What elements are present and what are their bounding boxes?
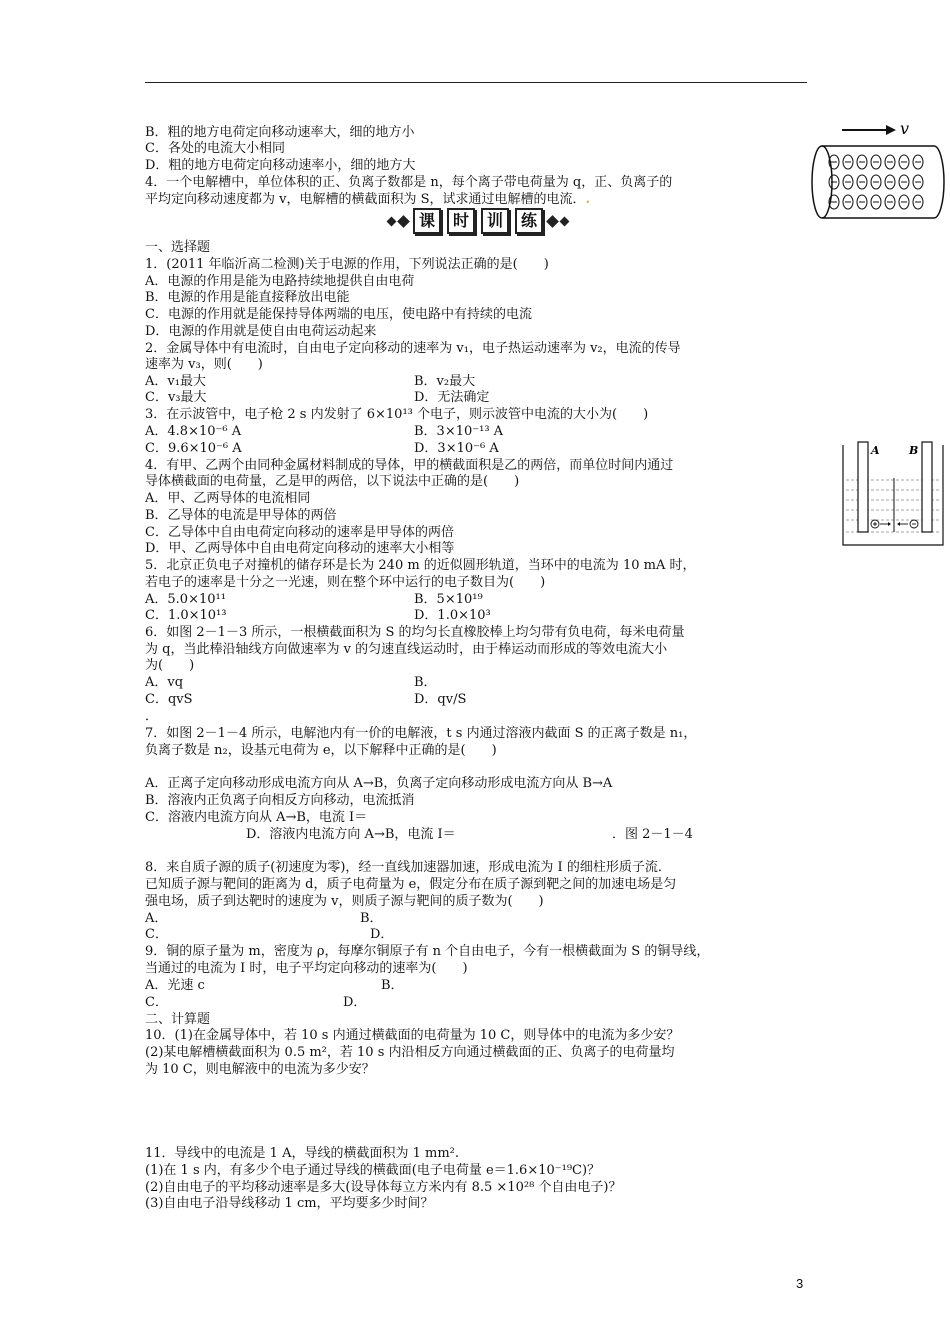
banner-char: 时: [447, 208, 475, 234]
problem-11-part2: (2)自由电子的平均移动速率是多大(设导体每立方米内有 8.5 ×10²⁸ 个自由电子)？: [145, 1180, 622, 1195]
problem-7-c: C．溶液内电流方向从 A→B，电流 I＝: [145, 810, 368, 825]
header-rule: [145, 82, 807, 83]
problem-4-d: D．甲、乙两导体中自由电荷定向移动的速率大小相等: [145, 541, 455, 556]
problem-11-part1: (1)在 1 s 内，有多少个电子通过导线的横截面(电子电荷量 e＝1.6×10⁻¹⁹C)？: [145, 1163, 601, 1178]
option-right: B．v₂最大: [414, 374, 476, 389]
problem-7-line1: 7．如图 2－1－4 所示，电解池内有一价的电解液，t s 内通过溶液内截面 S 的正离子数是 n₁，: [145, 726, 697, 741]
problem-7-d: D．溶液内电流方向 A→B，电流 I＝: [246, 827, 456, 842]
problem-8-line2: 已知质子源与靶间的距离为 d，质子电荷量为 e，假定分布在质子源到靶之间的加速电场是匀: [145, 877, 677, 892]
option-left: A．5.0×10¹¹: [145, 592, 226, 607]
problem-11-line1: 11．导线中的电流是 1 A，导线的横截面积为 1 mm².: [145, 1146, 459, 1161]
problem-1-c: C．电源的作用就是能保持导体两端的电压，使电路中有持续的电流: [145, 307, 532, 322]
option-right: D．1.0×10³: [414, 608, 491, 623]
problem-10-line3: 为 10 C，则电解液中的电流为多少安？: [145, 1062, 375, 1077]
section-calc: 二、计算题: [145, 1012, 211, 1027]
stray-dot: ．: [145, 709, 159, 724]
problem-10-line1: 10．(1)在金属导体中，若 10 s 内通过横截面的电荷量为 10 C，则导体中的电流为多少安？: [145, 1028, 680, 1043]
problem-4-a: A．甲、乙两导体的电流相同: [145, 491, 311, 506]
option-left: C．qvS: [145, 692, 193, 707]
problem-4-line1: 4．有甲、乙两个由同种金属材料制成的导体，甲的横截面积是乙的两倍，而单位时间内通过: [145, 458, 674, 473]
problem-7-b: B．溶液内正负离子向相反方向移动，电流抵消: [145, 793, 415, 808]
problem-5-line2: 若电子的速率是十分之一光速，则在整个环中运行的电子数目为( ): [145, 575, 546, 590]
option-right: B．: [381, 978, 404, 993]
problem-6-line1: 6．如图 2－1－3 所示，一根横截面积为 S 的均匀长直橡胶棒上均匀带有负电荷，每米电荷量: [145, 625, 685, 640]
option-left: A．vq: [145, 675, 184, 690]
banner-char: 课: [413, 208, 441, 234]
prev-option-c: C．各处的电流大小相同: [145, 141, 285, 156]
problem-1-d: D．电源的作用就是使自由电荷运动起来: [145, 324, 377, 339]
option-right: D．: [370, 927, 394, 942]
section-banner: [388, 209, 568, 233]
diamond-icon: [560, 216, 570, 226]
option-left: C．: [145, 995, 168, 1010]
problem-8-line3: 强电场，质子到达靶时的速度为 v，则质子源与靶间的质子数为( ): [145, 894, 544, 909]
velocity-label: v: [900, 119, 910, 138]
problem-1: 1．(2011 年临沂高二检测)关于电源的作用，下列说法正确的是( ): [145, 257, 549, 272]
option-left: C．v₃最大: [145, 390, 207, 405]
problem-8-line1: 8．来自质子源的质子(初速度为零)，经一直线加速器加速，形成电流为 I 的细柱形质子流．: [145, 860, 671, 875]
problem-5-line1: 5．北京正负电子对撞机的储存环是长为 240 m 的近似圆形轨道，当环中的电流为 10 mA 时，: [145, 558, 696, 573]
problem-10-line2: (2)某电解槽横截面积为 0.5 m²，若 10 s 内沿相反方向通过横截面的正、负离子的电荷量均: [145, 1045, 675, 1060]
problem-2-line1: 2．金属导体中有电流时，自由电子定向移动的速率为 v₁，电子热运动速率为 v₂，电流的传导: [145, 341, 681, 356]
option-left: A．光速 c: [145, 978, 205, 993]
option-left: C．: [145, 927, 168, 942]
banner-char: 练: [515, 208, 543, 234]
option-left: A．4.8×10⁻⁶ A: [145, 424, 242, 439]
figure-electrolytic-tube: [808, 112, 948, 222]
diamond-icon: [387, 216, 397, 226]
problem-2-line2: 速率为 v₃，则( ): [145, 357, 263, 372]
problem-6-line2: 为 q，当此棒沿轴线方向做速率为 v 的匀速直线运动时，由于棒运动而形成的等效电流大小: [145, 642, 668, 657]
question-4-line2: 平均定向移动速度都为 v，电解槽的横截面积为 S，试求通过电解槽的电流．.: [145, 192, 591, 207]
option-right: B．3×10⁻¹³ A: [414, 424, 504, 439]
prev-option-d: D．粗的地方电荷定向移动速率小，细的地方大: [145, 158, 416, 173]
option-right: D．: [343, 995, 367, 1010]
problem-3: 3．在示波管中，电子枪 2 s 内发射了 6×10¹³ 个电子，则示波管中电流的大小为( ): [145, 407, 649, 422]
section-choice: 一、选择题: [145, 240, 211, 255]
problem-4-line2: 导体横截面的电荷量，乙是甲的两倍，以下说法中正确的是( ): [145, 474, 520, 489]
option-right: D．无法确定: [414, 390, 490, 405]
option-left: C．1.0×10¹³: [145, 608, 227, 623]
prev-option-b: B．粗的地方电荷定向移动速率大，细的地方小: [145, 125, 415, 140]
problem-4-c: C．乙导体中自由电荷定向移动的速率是甲导体的两倍: [145, 525, 454, 540]
problem-1-b: B．电源的作用是能直接释放出电能: [145, 290, 350, 305]
banner-char: 训: [481, 208, 509, 234]
question-4-line1: 4．一个电解槽中，单位体积的正、负离子数都是 n，每个离子带电荷量为 q，正、负离子的: [145, 175, 673, 190]
figure-electrolytic-cell: [838, 440, 950, 550]
option-right: B．5×10¹⁹: [414, 592, 483, 607]
option-left: A．v₁最大: [145, 374, 206, 389]
electrode-a-label: A: [871, 444, 880, 457]
option-right: D．qv/S: [414, 692, 467, 707]
problem-9-line1: 9．铜的原子量为 m，密度为 ρ，每摩尔铜原子有 n 个自由电子，今有一根横截面为 S 的铜导线，: [145, 944, 710, 959]
option-left: C．9.6×10⁻⁶ A: [145, 441, 242, 456]
figure-caption: ．图 2－1－4: [612, 827, 693, 842]
option-right: B．: [360, 911, 383, 926]
option-right: B．: [414, 675, 437, 690]
problem-11-part3: (3)自由电子沿导线移动 1 cm，平均要多少时间？: [145, 1196, 434, 1211]
diamond-icon: [397, 215, 410, 228]
electrode-b-label: B: [909, 444, 919, 457]
problem-4-b: B．乙导体的电流是甲导体的两倍: [145, 508, 337, 523]
problem-7-line2: 负离子数是 n₂，设基元电荷为 e，以下解释中正确的是( ): [145, 743, 497, 758]
diamond-icon: [546, 215, 559, 228]
page-number: 3: [796, 1276, 804, 1291]
option-right: D．3×10⁻⁶ A: [414, 441, 499, 456]
problem-9-line2: 当通过的电流为 I 时，电子平均定向移动的速率为( ): [145, 961, 468, 976]
problem-6-line3: 为( ): [145, 658, 195, 673]
problem-7-a: A．正离子定向移动形成电流方向从 A→B，负离子定向移动形成电流方向从 B→A: [145, 776, 613, 791]
problem-1-a: A．电源的作用是能为电路持续地提供自由电荷: [145, 274, 415, 289]
option-left: A．: [145, 911, 168, 926]
